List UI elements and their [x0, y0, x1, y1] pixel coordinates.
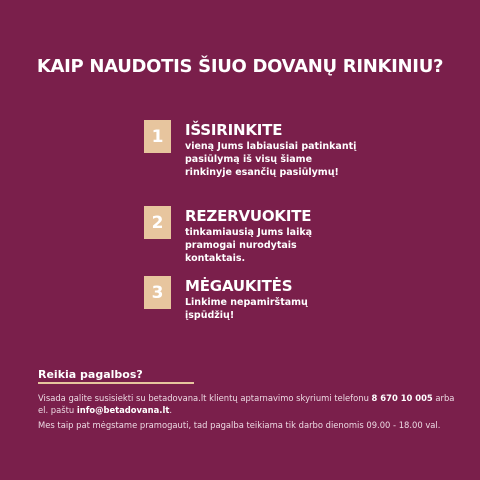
help-contact-text — [38, 392, 458, 431]
step-number-badge: 3 — [144, 276, 171, 309]
step-number-badge: 2 — [144, 206, 171, 239]
help-phone-number[interactable]: 8 670 10 005 — [371, 393, 433, 403]
help-heading: Reikia pagalbos? — [38, 368, 143, 381]
step-text — [185, 120, 360, 179]
page-title: KAIP NAUDOTIS ŠIUO DOVANŲ RINKINIU? — [36, 56, 444, 77]
help-hours-paragraph: Mes taip pat mėgstame pramogauti, tad pagalba teikiama tik darbo dienomis 09.00 - 18.00 val. — [38, 420, 441, 430]
step-title: REZERVUOKITE — [185, 207, 312, 225]
help-contact-paragraph — [38, 392, 458, 416]
step-number-badge: 1 — [144, 120, 171, 153]
step-description: vieną Jums labiausiai patinkantį pasiūlymą iš visų šiame rinkinyje esančių pasiūlymų! — [185, 141, 357, 178]
help-text-middle: arba el. paštu — [38, 393, 455, 415]
step-description: Linkime nepamirštamų įspūdžių! — [185, 297, 308, 321]
help-divider — [38, 382, 194, 384]
step-text — [185, 276, 360, 322]
help-text-suffix: . — [169, 405, 173, 415]
step-2 — [144, 206, 444, 265]
step-title: IŠSIRINKITE — [185, 121, 283, 139]
step-3 — [144, 276, 444, 322]
step-text — [185, 206, 360, 265]
step-1 — [144, 120, 444, 179]
step-title: MĖGAUKITĖS — [185, 277, 293, 295]
help-text-prefix: Visada galite susisiekti su betadovana.lt klientų aptarnavimo skyriumi telefonu — [38, 393, 372, 403]
help-email-link[interactable]: info@betadovana.lt — [76, 405, 170, 415]
step-description: tinkamiausią Jums laiką pramogai nurodytais kontaktais. — [185, 227, 313, 264]
